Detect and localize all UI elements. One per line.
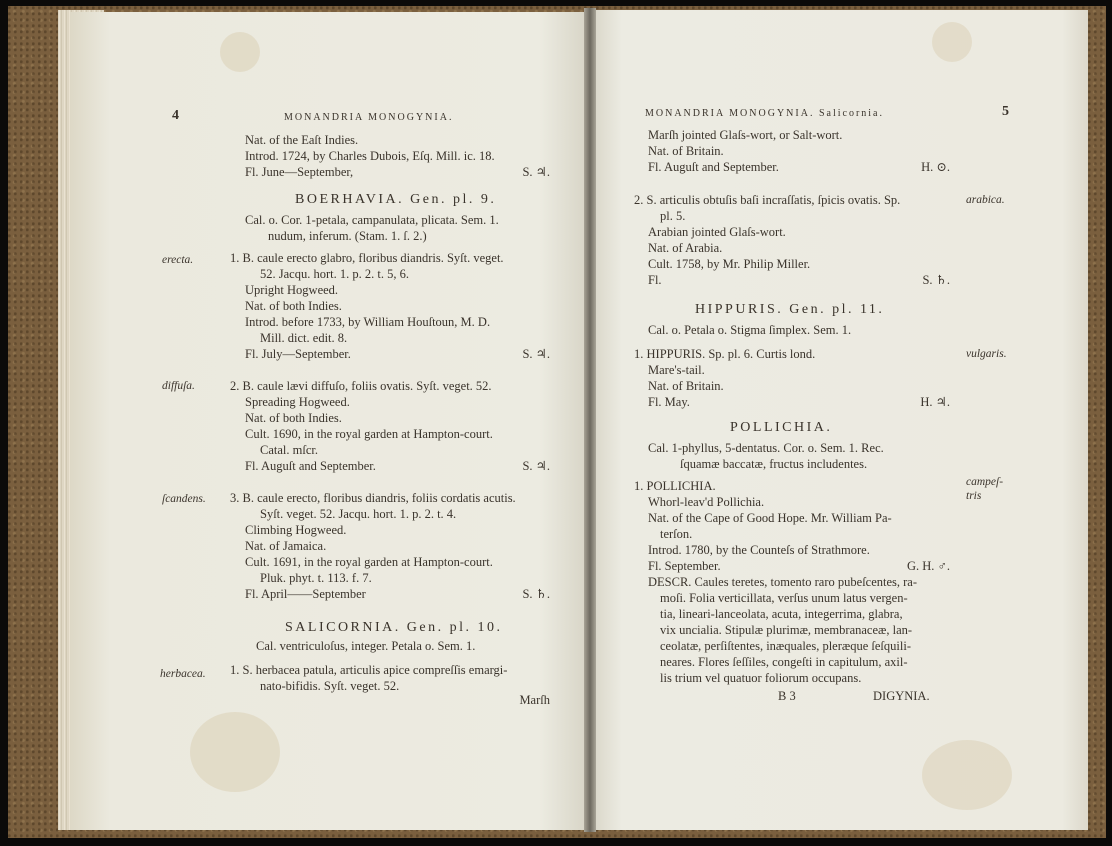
text-line: Introd. 1780, by the Counteſs of Strathmore.: [648, 543, 870, 557]
text-line: 1. S. herbacea patula, articulis apice compreſſis emargi-: [230, 663, 508, 677]
text-line: tia, lineari-lanceolata, acuta, integerrima, glabra,: [660, 607, 903, 621]
text-line: lis trium vel quatuor foliorum occupans.: [660, 671, 862, 685]
species-margin-label: vulgaris.: [966, 348, 1007, 360]
habitat-symbol: H. ♃.: [920, 395, 950, 409]
book-gutter: [584, 8, 596, 832]
text-line: Mare's-tail.: [648, 363, 705, 377]
text-line: 2. S. articulis obtuſis baſi incraſſatis, ſpicis ovatis. Sp.: [634, 193, 901, 207]
genus-heading: SALICORNIA. Gen. pl. 10.: [285, 620, 503, 635]
text-line: Cal. o. Cor. 1-petala, campanulata, plicata. Sem. 1.: [245, 213, 499, 227]
text-line: 1. HIPPURIS. Sp. pl. 6. Curtis lond.: [634, 347, 816, 361]
text-line: 52. Jacqu. hort. 1. p. 2. t. 5, 6.: [260, 267, 409, 281]
text-line: Upright Hogweed.: [245, 283, 339, 297]
text-line: Cal. ventriculoſus, integer. Petala o. Sem. 1.: [256, 639, 476, 653]
text-line: vix uncialia. Stipulæ plurimæ, membranaceæ, lan-: [660, 623, 913, 637]
text-line: terſon.: [660, 527, 693, 541]
signature-mark: B 3: [778, 689, 796, 703]
text-line: Whorl-leav'd Pollichia.: [648, 495, 765, 509]
running-head: MONANDRIA MONOGYNIA.: [284, 112, 454, 123]
genus-heading: HIPPURIS. Gen. pl. 11.: [695, 302, 885, 317]
genus-heading: POLLICHIA.: [730, 420, 833, 435]
text-line: Spreading Hogweed.: [245, 395, 350, 409]
text-line: 1. B. caule erecto glabro, floribus diandris. Syſt. veget.: [230, 251, 504, 265]
text-line: Nat. of both Indies.: [245, 299, 342, 313]
page-number: 5: [1002, 104, 1009, 119]
text-line: Fl. May.: [648, 395, 690, 409]
text-line: Nat. of both Indies.: [245, 411, 342, 425]
text-line: Syſt. veget. 52. Jacqu. hort. 1. p. 2. t. 4.: [260, 507, 457, 521]
text-line: ceolatæ, perſiſtentes, inæquales, pleræque ſeſquili-: [660, 639, 911, 653]
habitat-symbol: S. ♄.: [522, 587, 550, 601]
text-line: Nat. of Jamaica.: [245, 539, 327, 553]
text-line: Introd. 1724, by Charles Dubois, Eſq. Mill. ic. 18.: [245, 149, 495, 163]
text-line: Fl. September.: [648, 559, 721, 573]
species-margin-label: arabica.: [966, 194, 1005, 206]
text-line: Nat. of the Eaſt Indies.: [245, 133, 359, 147]
habitat-symbol: H. ⊙.: [921, 160, 950, 174]
text-line: Nat. of Arabia.: [648, 241, 723, 255]
foxing-stain: [922, 740, 1012, 810]
species-margin-label: erecta.: [162, 254, 194, 266]
text-line: Nat. of Britain.: [648, 144, 724, 158]
genus-heading: BOERHAVIA. Gen. pl. 9.: [295, 192, 497, 207]
text-line: Nat. of Britain.: [648, 379, 724, 393]
text-line: nudum, inferum. (Stam. 1. ſ. 2.): [268, 229, 427, 243]
text-line: Fl. Auguſt and September.: [648, 160, 779, 174]
text-line: Fl. Auguſt and September.: [245, 459, 376, 473]
text-line: Catal. mſcr.: [260, 443, 318, 457]
habitat-symbol: S. ♃.: [522, 459, 550, 473]
text-line: Mill. dict. edit. 8.: [260, 331, 348, 345]
text-line: moſi. Folia verticillata, verſus unum latus vergen-: [660, 591, 908, 605]
catchword: DIGYNIA.: [873, 689, 930, 703]
text-line: Marſh jointed Glaſs-wort, or Salt-wort.: [648, 128, 843, 142]
foxing-stain: [190, 712, 280, 792]
text-line: Fl.: [648, 273, 662, 287]
page-number: 4: [172, 108, 179, 123]
text-line: DESCR. Caules teretes, tomento raro pubeſcentes, ra-: [648, 575, 918, 589]
text-line: Fl. July—September.: [245, 347, 351, 361]
text-line: nato-bifidis. Syſt. veget. 52.: [260, 679, 400, 693]
text-line: Cult. 1758, by Mr. Philip Miller.: [648, 257, 811, 271]
foxing-stain: [220, 32, 260, 72]
foxing-stain: [932, 22, 972, 62]
species-margin-label: campeſ-: [966, 476, 1004, 488]
text-line: 2. B. caule lævi diffuſo, foliis ovatis. Syſt. veget. 52.: [230, 379, 492, 393]
habitat-symbol: S. ♃.: [522, 165, 550, 179]
habitat-symbol: S. ♃.: [522, 347, 550, 361]
text-line: Cal. 1-phyllus, 5-dentatus. Cor. o. Sem. 1. Rec.: [648, 441, 884, 455]
text-line: Introd. before 1733, by William Houſtoun, M. D.: [245, 315, 491, 329]
text-line: Fl. June—September,: [245, 165, 354, 179]
text-line: neares. Flores ſeſſiles, congeſti in capitulum, axil-: [660, 655, 908, 669]
text-line: Climbing Hogweed.: [245, 523, 347, 537]
running-head: MONANDRIA MONOGYNIA. Salicornia.: [645, 108, 884, 119]
text-line: Arabian jointed Glaſs-wort.: [648, 225, 786, 239]
text-line: 1. POLLICHIA.: [634, 479, 716, 493]
species-margin-label: herbacea.: [160, 668, 206, 680]
text-line: Fl. April——September: [245, 587, 366, 601]
text-line: Cult. 1690, in the royal garden at Hampton-court.: [245, 427, 493, 441]
species-margin-label: diffuſa.: [162, 380, 195, 392]
text-line: pl. 5.: [660, 209, 686, 223]
habitat-symbol: S. ♄.: [922, 273, 950, 287]
species-margin-label: ſcandens.: [162, 493, 206, 505]
habitat-symbol: G. H. ♂.: [906, 559, 950, 573]
text-line: Pluk. phyt. t. 113. f. 7.: [260, 571, 372, 585]
text-line: Nat. of the Cape of Good Hope. Mr. William Pa-: [648, 511, 892, 525]
catchword: Marſh: [519, 693, 550, 707]
text-line: Cal. o. Petala o. Stigma ſimplex. Sem. 1.: [648, 323, 852, 337]
text-line: Cult. 1691, in the royal garden at Hampton-court.: [245, 555, 493, 569]
text-line: ſquamæ baccatæ, fructus includentes.: [680, 457, 868, 471]
text-line: 3. B. caule erecto, floribus diandris, foliis cordatis acutis.: [230, 491, 516, 505]
species-margin-label: tris: [966, 490, 982, 502]
